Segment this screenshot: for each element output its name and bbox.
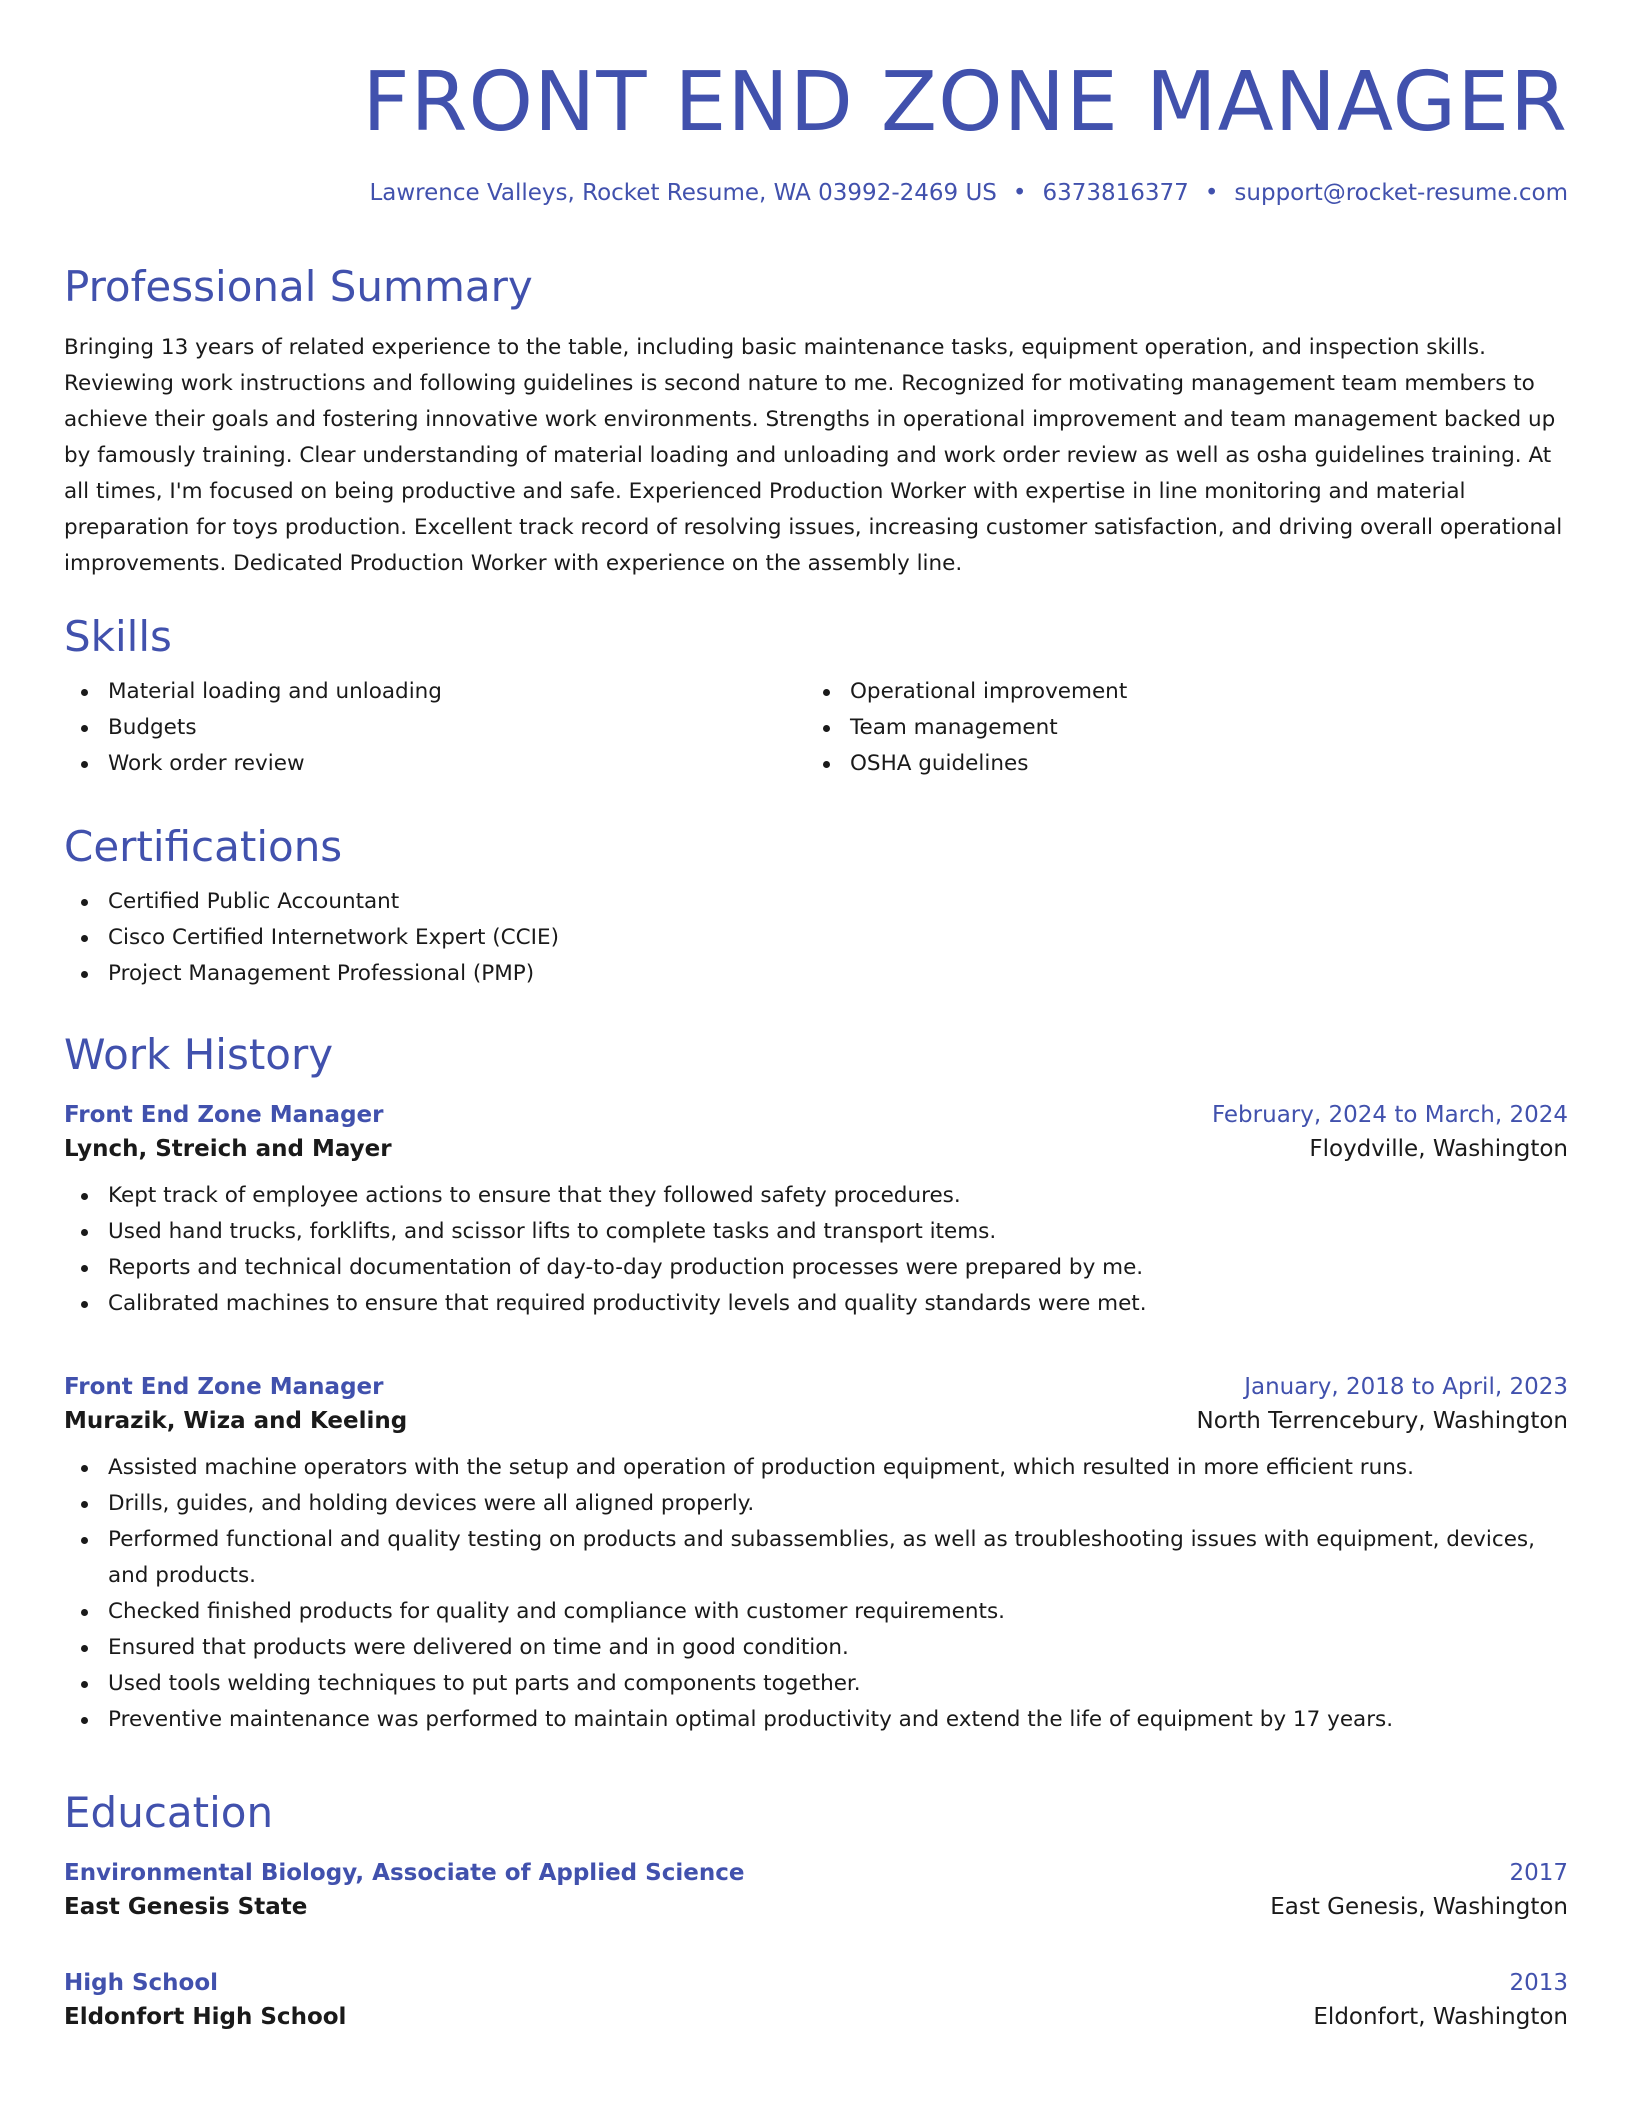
section-title: Work History xyxy=(64,1030,334,1079)
duty-item: Reports and technical documentation of day-to-day production processes were prepared by me. xyxy=(64,1250,1568,1286)
duty-item: Used tools welding techniques to put parts and components together. xyxy=(64,1666,1568,1702)
duty-item: Checked finished products for quality and compliance with customer requirements. xyxy=(64,1594,1568,1630)
certifications-section xyxy=(64,822,1568,992)
school-name: Eldonfort High School xyxy=(64,2004,347,2030)
job-dates: January, 2018 to April, 2023 xyxy=(1244,1374,1568,1400)
school-location: East Genesis, Washington xyxy=(1270,1894,1568,1920)
skill-item: OSHA guidelines xyxy=(806,746,1548,782)
skills-section xyxy=(64,612,1568,782)
degree-row xyxy=(64,1860,1568,1886)
work-history-section xyxy=(64,1030,1568,1080)
certification-item: Cisco Certified Internetwork Expert (CCIE) xyxy=(64,920,1568,956)
job-header-row xyxy=(64,1102,1568,1128)
skill-item: Budgets xyxy=(64,710,806,746)
duty-item: Assisted machine operators with the setup and operation of production equipment, which resulted in more efficient runs. xyxy=(64,1450,1568,1486)
professional-summary-section xyxy=(64,262,1568,582)
duty-item: Preventive maintenance was performed to maintain optimal productivity and extend the life of equipment by 17 years. xyxy=(64,1702,1568,1738)
duty-item: Performed functional and quality testing on products and subassemblies, as well as troubleshooting issues with equipment, devices, and products. xyxy=(64,1522,1568,1594)
job-duties-list xyxy=(64,1450,1568,1738)
phone: 6373816377 xyxy=(1042,180,1189,206)
skills-left-list xyxy=(64,674,806,782)
skill-item: Team management xyxy=(806,710,1548,746)
skills-grid xyxy=(64,674,1568,782)
degree-name: Environmental Biology, Associate of Applied Science xyxy=(64,1860,745,1886)
job-entry xyxy=(64,1374,1568,1738)
duty-item: Used hand trucks, forklifts, and scissor lifts to complete tasks and transport items. xyxy=(64,1214,1568,1250)
skills-right-list xyxy=(806,674,1548,782)
school-row xyxy=(64,1894,1568,1920)
graduation-year: 2013 xyxy=(1509,1970,1568,1996)
job-entry xyxy=(64,1102,1568,1322)
employer-name: Murazik, Wiza and Keeling xyxy=(64,1408,408,1434)
skill-item: Operational improvement xyxy=(806,674,1548,710)
school-location: Eldonfort, Washington xyxy=(1313,2004,1568,2030)
job-location: North Terrencebury, Washington xyxy=(1196,1408,1568,1434)
email-link[interactable]: support@rocket-resume.com xyxy=(1234,180,1568,206)
resume-page xyxy=(64,0,1568,2030)
job-title: Front End Zone Manager xyxy=(64,1102,384,1128)
job-location: Floydville, Washington xyxy=(1309,1136,1568,1162)
duty-item: Kept track of employee actions to ensure that they followed safety procedures. xyxy=(64,1178,1568,1214)
address: Lawrence Valleys, Rocket Resume, WA 03992-2469 US xyxy=(369,180,997,206)
job-title: Front End Zone Manager xyxy=(64,1374,384,1400)
school-row xyxy=(64,2004,1568,2030)
skill-item: Material loading and unloading xyxy=(64,674,806,710)
degree-row xyxy=(64,1970,1568,1996)
section-title: Education xyxy=(64,1788,274,1837)
certification-item: Certified Public Accountant xyxy=(64,884,1568,920)
section-title: Professional Summary xyxy=(64,262,533,311)
degree-name: High School xyxy=(64,1970,219,1996)
skill-item: Work order review xyxy=(64,746,806,782)
employer-row xyxy=(64,1136,1568,1162)
duty-item: Drills, guides, and holding devices were all aligned properly. xyxy=(64,1486,1568,1522)
job-dates: February, 2024 to March, 2024 xyxy=(1211,1102,1568,1128)
section-title: Skills xyxy=(64,612,172,661)
section-title: Certifications xyxy=(64,822,343,871)
employer-name: Lynch, Streich and Mayer xyxy=(64,1136,392,1162)
duty-item: Ensured that products were delivered on time and in good condition. xyxy=(64,1630,1568,1666)
education-entry xyxy=(64,1860,1568,1920)
duty-item: Calibrated machines to ensure that required productivity levels and quality standards were met. xyxy=(64,1286,1568,1322)
separator: • xyxy=(1204,180,1219,206)
summary-text: Bringing 13 years of related experience to the table, including basic maintenance tasks, equipment operation, and inspection skills. Reviewing work instructions and following guidelines is second nature to me. Recognized for motivating management team members to achieve their goals and fostering innovative work environments. Strengths in operational improvement and team management backed up by famously training. Clear understanding of material loading and unloading and work order review as well as osha guidelines training. At all times, I'm focused on being productive and safe. Experienced Production Worker with expertise in line monitoring and material preparation for toys production. Excellent track record of resolving issues, increasing customer satisfaction, and driving overall operational improvements. Dedicated Production Worker with experience on the assembly line. xyxy=(64,335,1563,577)
graduation-year: 2017 xyxy=(1509,1860,1568,1886)
certifications-list xyxy=(64,884,1568,992)
job-header-row xyxy=(64,1374,1568,1400)
school-name: East Genesis State xyxy=(64,1894,308,1920)
job-duties-list xyxy=(64,1178,1568,1322)
certification-item: Project Management Professional (PMP) xyxy=(64,956,1568,992)
employer-row xyxy=(64,1408,1568,1434)
separator: • xyxy=(1012,180,1027,206)
contact-line xyxy=(64,180,1568,206)
education-section xyxy=(64,1788,1568,1838)
resume-title: FRONT END ZONE MANAGER xyxy=(362,55,1568,150)
education-entry xyxy=(64,1970,1568,2030)
